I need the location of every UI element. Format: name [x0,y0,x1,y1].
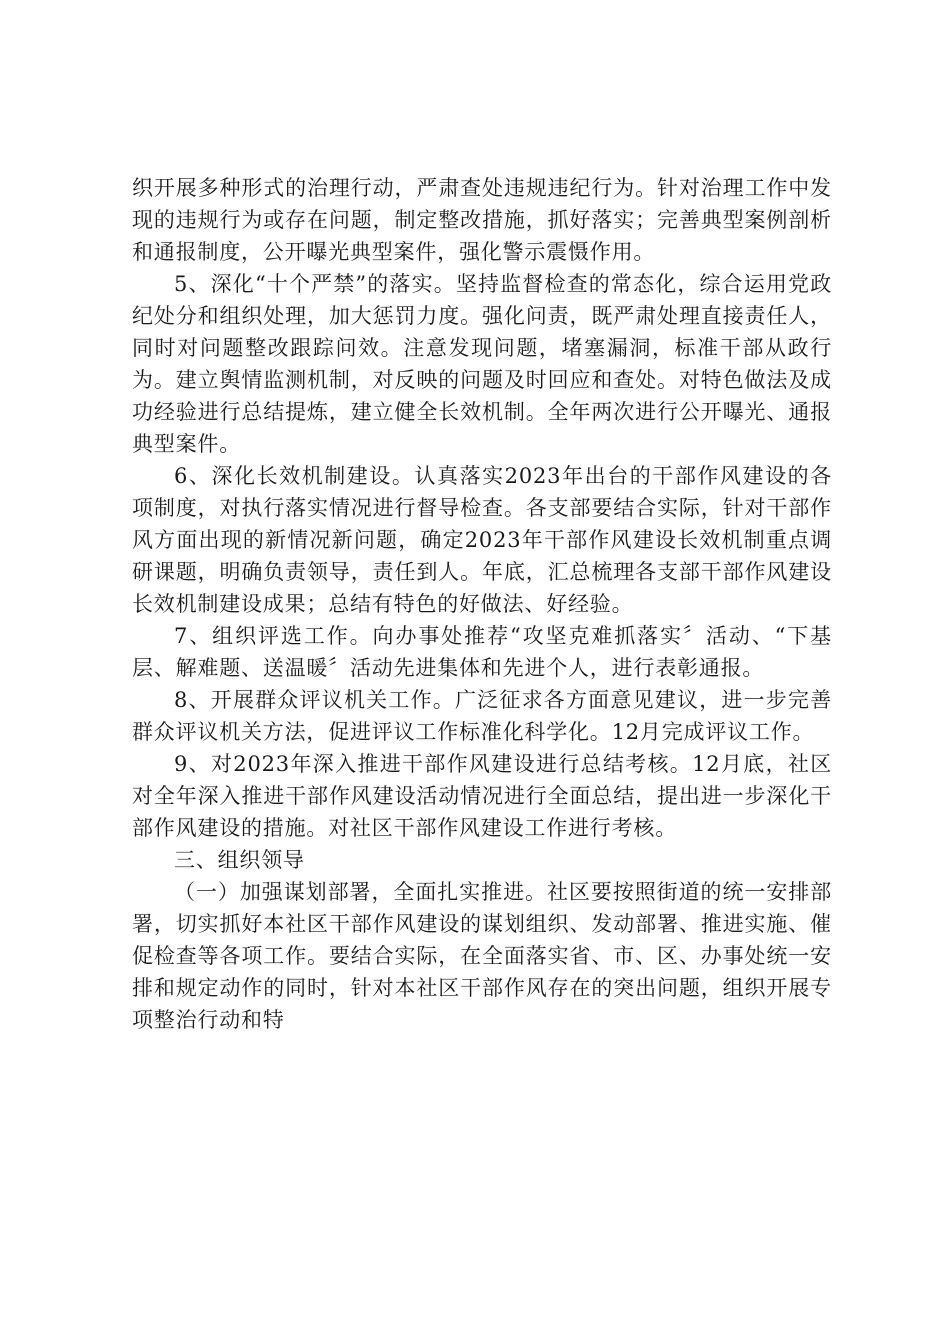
paragraph-item-8: 8、开展群众评议机关工作。广泛征求各方面意见建议，进一步完善群众评议机关方法，促进评议工作标准化科学化。12月完成评议工作。 [132,688,832,744]
section-heading-organization: 三、组织领导 [174,848,305,872]
paragraph-item-5: 5、深化“十个严禁”的落实。坚持监督检查的常态化，综合运用党政纪处分和组织处理，加大惩罚力度。强化问责，既严肃处理直接责任人，同时对问题整改跟踪问效。注意发现问题，堵塞漏洞，标准干部从政行为。建立舆情监测机制，对反映的问题及时回应和查处。对特色做法及成功经验进行总结提炼，建立健全长效机制。全年两次进行公开曝光、通报典型案件。 [132,272,832,456]
paragraph-subsection-1: （一）加强谋划部署，全面扎实推进。社区要按照街道的统一安排部署，切实抓好本社区干部作风建设的谋划组织、发动部署、推进实施、催促检查等各项工作。要结合实际，在全面落实省、市、区、办事处统一安排和规定动作的同时，针对本社区干部作风存在的突出问题，组织开展专项整治行动和特 [132,880,832,1032]
document-body [132,172,832,1036]
paragraph-continuation: 织开展多种形式的治理行动，严肃查处违规违纪行为。针对治理工作中发现的违规行为或存在问题，制定整改措施，抓好落实；完善典型案例剖析和通报制度，公开曝光典型案件，强化警示震慑作用。 [132,176,832,264]
paragraph-item-6: 6、深化长效机制建设。认真落实2023年出台的干部作风建设的各项制度，对执行落实情况进行督导检查。各支部要结合实际，针对干部作风方面出现的新情况新问题，确定2023年干部作风建设长效机制重点调研课题，明确负责领导，责任到人。年底，汇总梳理各支部干部作风建设长效机制建设成果；总结有特色的好做法、好经验。 [132,464,832,616]
paragraph-item-9: 9、对2023年深入推进干部作风建设进行总结考核。12月底，社区对全年深入推进干部作风建设活动情况进行全面总结，提出进一步深化干部作风建设的措施。对社区干部作风建设工作进行考核。 [132,752,832,840]
paragraph-item-7: 7、组织评选工作。向办事处推荐“攻坚克难抓落实〞活动、“下基层、解难题、送温暖〞活动先进集体和先进个人，进行表彰通报。 [132,624,832,680]
